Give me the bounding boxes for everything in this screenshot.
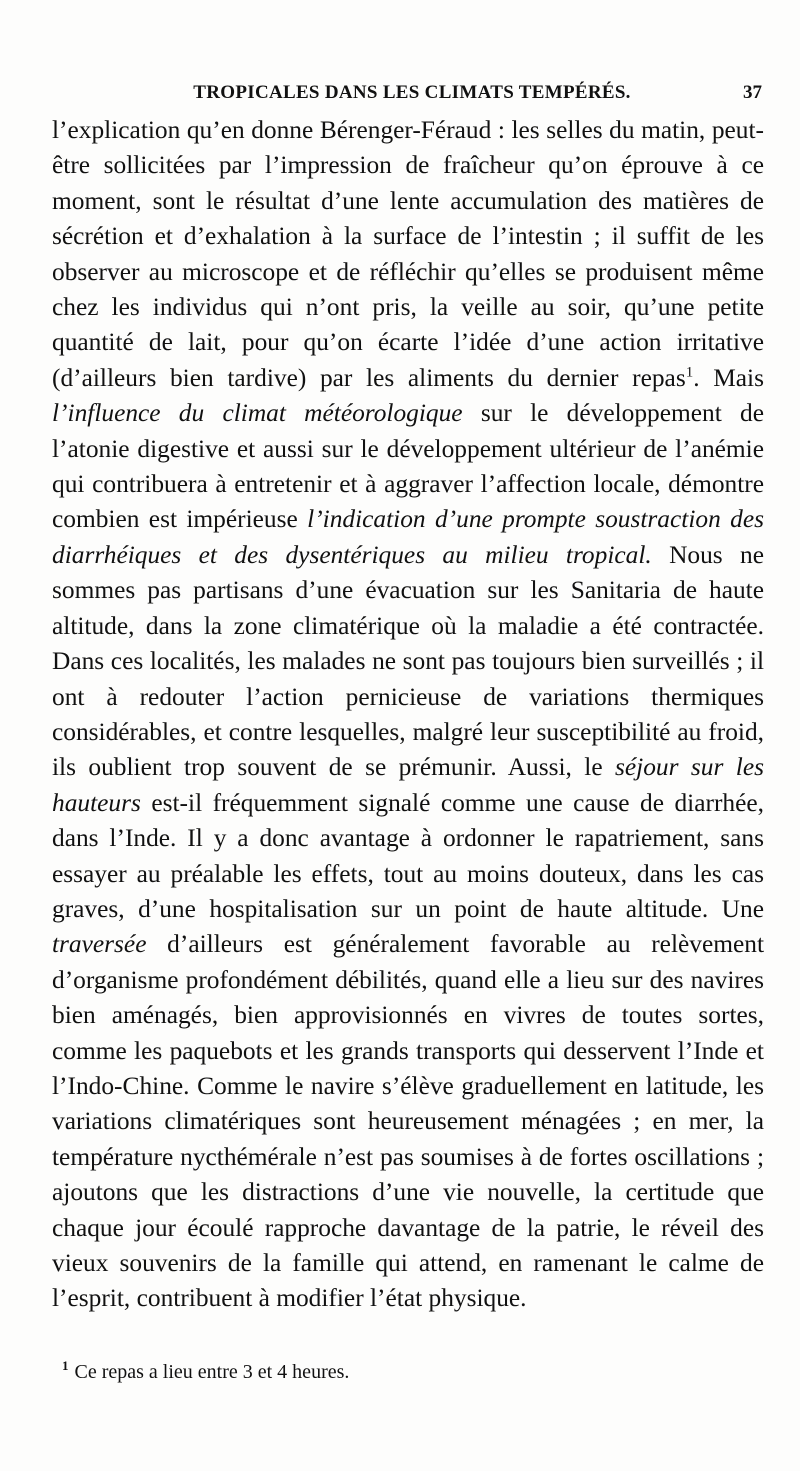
italic-phrase: l’indication d’une prompte soustraction des diarrhéiques et des dysentériques au milieu tropical.: [52, 505, 764, 569]
footnote-number: 1: [62, 1358, 69, 1374]
text-segment: sur le développement de l’atonie digestive et aussi sur le développement ultérieur de l’anémie qui contribuera à entretenir et à aggraver l’affection locale, démontre combien est impérieuse: [52, 399, 764, 534]
page-number: 37: [743, 82, 762, 103]
running-header: [62, 82, 762, 108]
text-segment: l’explication qu’en donne Bérenger-Féraud : les selles du matin, peut-être sollicitées par l’impression de fraîcheur qu’on éprouve à ce moment, sont le résultat d’une lente accumulation des matières de sécrétion et d’exhalation à la surface de l’intestin ; il suffit de les observer au microscope et de réfléchir qu’elles se produisent même chez les individus qui n’ont pris, la veille au soir, qu’une petite quantité de lait, pour qu’on écarte l’idée d’une action irritative (d’ailleurs bien tardive) par les aliments du dernier repas: [52, 116, 764, 392]
italic-phrase: séjour sur les hauteurs: [52, 753, 764, 817]
text-segment: d’ailleurs est généralement favorable au relèvement d’organisme profondément débilités, quand elle a lieu sur des navires bien aménagés, bien approvisionnés en vivres de toutes sortes, comme les paquebots et les grands transports qui desservent l’Inde et l’Indo-Chine. Comme le navire s’élève graduellement en latitude, les variations climatériques sont heureusement ménagées ; en mer, la température nycthémérale n’est pas soumises à de fortes oscillations ; ajoutons que les distractions d’une vie nouvelle, la certitude que chaque jour écoulé rapproche davantage de la patrie, le réveil des vieux souvenirs de la famille qui attend, en ramenant le calme de l’esprit, contribuent à modifier l’état physique.: [52, 930, 764, 1313]
italic-phrase: l’influence du climat météorologique: [52, 399, 463, 428]
footnote-reference: 1: [685, 364, 694, 381]
footnote-text: Ce repas a lieu entre 3 et 4 heures.: [74, 1361, 350, 1383]
italic-phrase: traversée: [52, 930, 147, 959]
body-paragraph: [52, 113, 764, 1317]
footnote: [62, 1358, 762, 1384]
running-title: TROPICALES DANS LES CLIMATS TEMPÉRÉS.: [193, 82, 631, 103]
text-segment: . Mais: [693, 363, 764, 392]
text-segment: est-il fréquemment signalé comme une cause de diarrhée, dans l’Inde. Il y a donc avantage à ordonner le rapatriement, sans essayer au préalable les effets, tout au moins douteux, dans les cas graves, d’une hospitalisation sur un point de haute altitude. Une: [52, 788, 764, 923]
text-segment: Nous ne sommes pas partisans d’une évacuation sur les Sanitaria de haute altitude, dans la zone climatérique où la maladie a été contractée. Dans ces localités, les malades ne sont pas toujours bien surveillés ; il ont à redouter l’action pernicieuse de variations thermiques considérables, et contre lesquelles, malgré leur susceptibilité au froid, ils oublient trop souvent de se prémunir. Aussi, le: [52, 540, 764, 782]
